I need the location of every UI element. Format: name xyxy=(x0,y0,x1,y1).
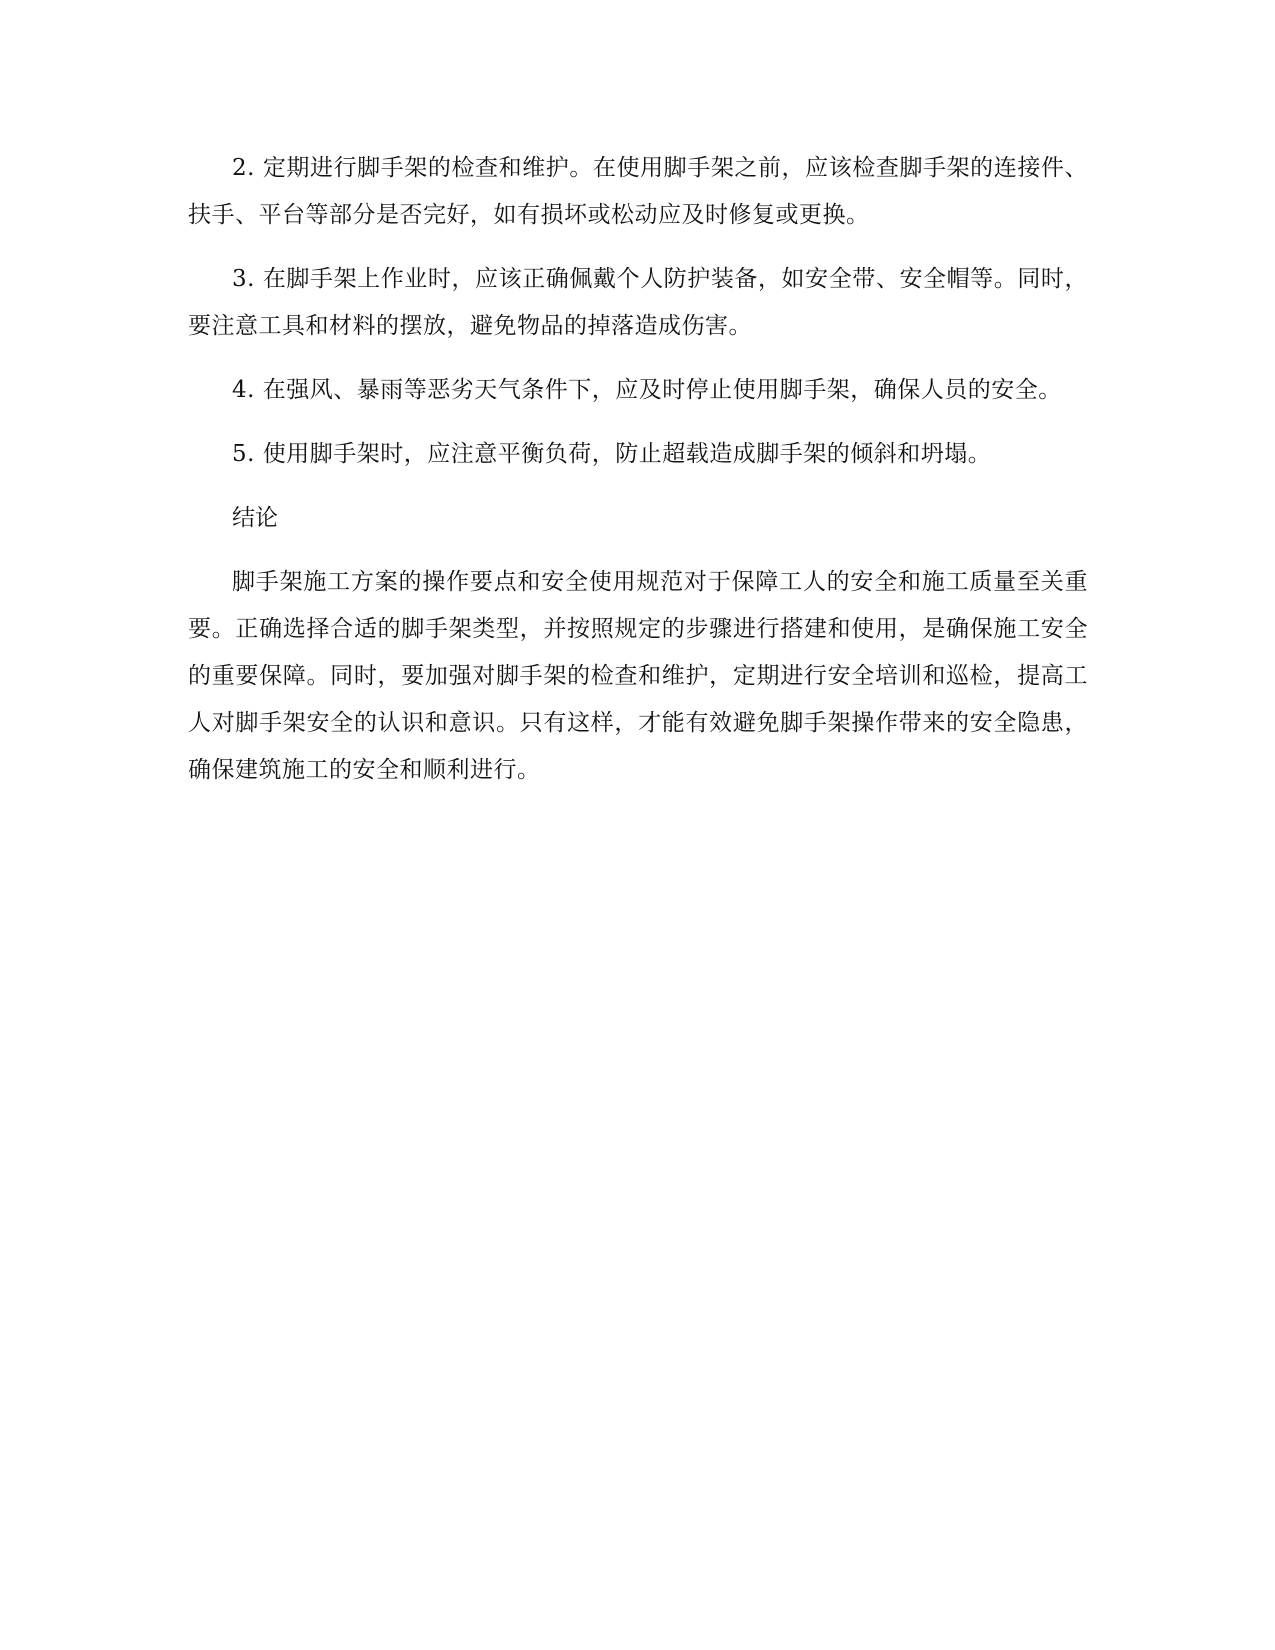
paragraph-item-4: 4. 在强风、暴雨等恶劣天气条件下，应及时停止使用脚手架，确保人员的安全。 xyxy=(232,377,1062,403)
paragraph-item-5: 5. 使用脚手架时，应注意平衡负荷，防止超载造成脚手架的倾斜和坍塌。 xyxy=(232,441,992,467)
conclusion-heading: 结论 xyxy=(232,505,278,531)
conclusion-paragraph: 脚手架施工方案的操作要点和安全使用规范对于保障工人的安全和施工质量至关重要。正确选择合适的脚手架类型，并按照规定的步骤进行搭建和使用，是确保施工安全的重要保障。同时，要加强对脚手架的检查和维护，定期进行安全培训和巡检，提高工人对脚手架安全的认识和意识。只有这样，才能有效避免脚手架操作带来的安全隐患，确保建筑施工的安全和顺利进行。 xyxy=(188,569,1088,783)
paragraph-item-3: 3. 在脚手架上作业时，应该正确佩戴个人防护装备，如安全带、安全帽等。同时，要注意工具和材料的摆放，避免物品的掉落造成伤害。 xyxy=(188,266,1088,339)
paragraph-item-2: 2. 定期进行脚手架的检查和维护。在使用脚手架之前，应该检查脚手架的连接件、扶手、平台等部分是否完好，如有损坏或松动应及时修复或更换。 xyxy=(188,155,1088,228)
document-body xyxy=(188,145,1088,811)
